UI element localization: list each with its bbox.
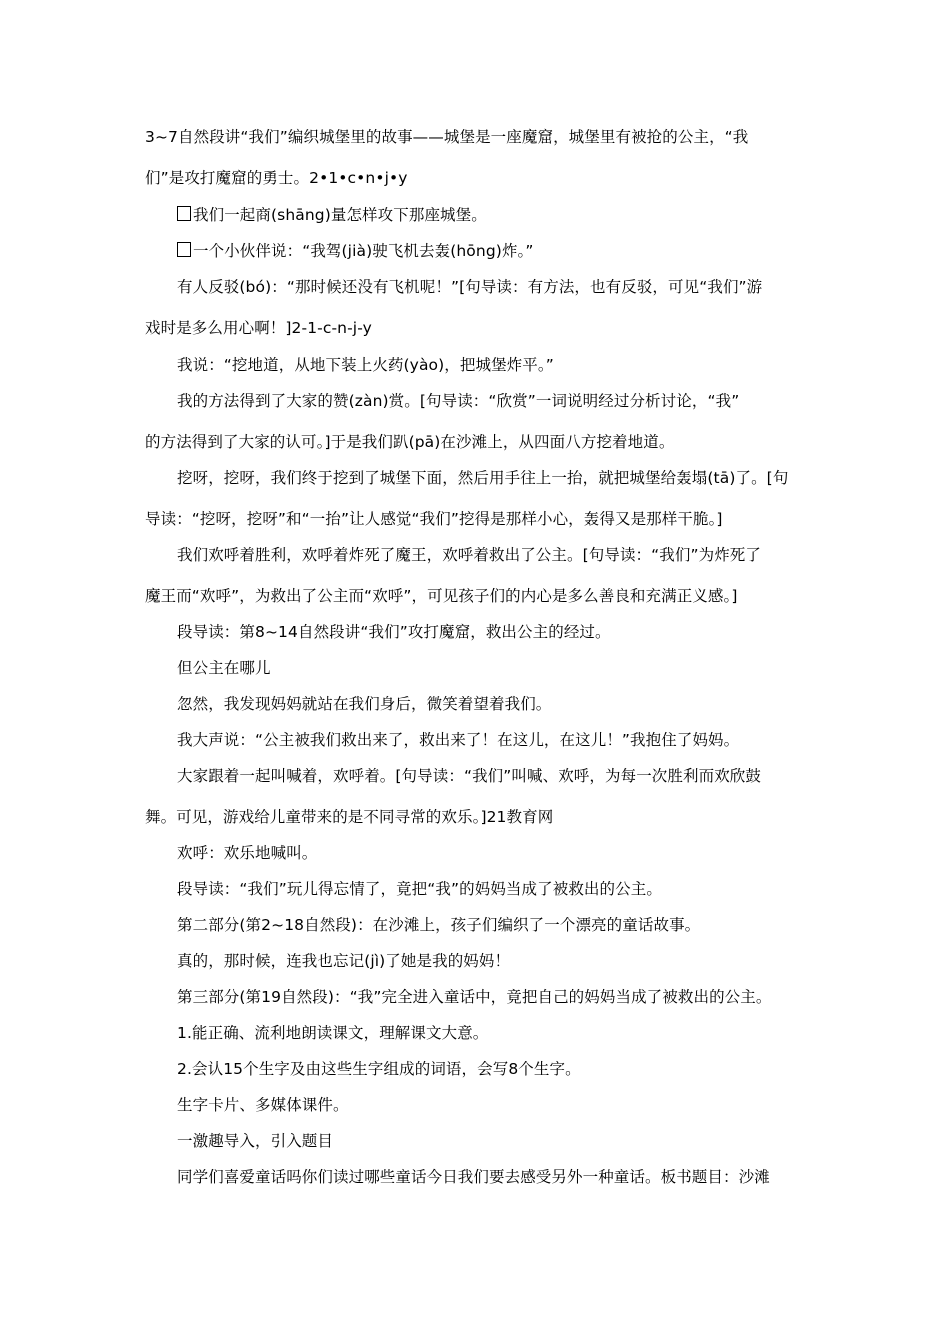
text-line: 的方法得到了大家的认可。]于是我们趴(pā)在沙滩上，从四面八方挖着地道。: [145, 433, 675, 451]
text-line: 我们一起商(shāng)量怎样攻下那座城堡。: [193, 206, 487, 224]
text-line: 欢呼：欢乐地喊叫。: [177, 844, 318, 862]
text-line: 第三部分(第19自然段)：“我”完全进入童话中，竟把自己的妈妈当成了被救出的公主。: [177, 988, 772, 1006]
text-line: 大家跟着一起叫喊着，欢呼着。[句导读：“我们”叫喊、欢呼，为每一次胜利而欢欣鼓: [177, 767, 762, 785]
text-line: 我说：“挖地道，从地下装上火药(yào)，把城堡炸平。”: [177, 356, 554, 374]
text-line: 2.会认15个生字及由这些生字组成的词语，会写8个生字。: [177, 1060, 581, 1078]
text-line: 们”是攻打魔窟的勇士。2•1•c•n•j•y: [145, 169, 408, 187]
text-line: 段导读：第8~14自然段讲“我们”攻打魔窟，救出公主的经过。: [177, 623, 611, 641]
text-line: 有人反驳(bó)：“那时候还没有飞机呢！”[句导读：有方法，也有反驳，可见“我们”游: [177, 278, 763, 296]
text-line: 忽然，我发现妈妈就站在我们身后，微笑着望着我们。: [177, 695, 552, 713]
text-line: 戏时是多么用心啊！]2-1-c-n-j-y: [145, 319, 372, 337]
text-line: 1.能正确、流利地朗读课文，理解课文大意。: [177, 1024, 489, 1042]
text-line: 我的方法得到了大家的赞(zàn)赏。[句导读：“欣赏”一词说明经过分析讨论，“我”: [177, 392, 740, 410]
text-line-with-checkbox: [177, 241, 857, 261]
text-line: 魔王而“欢呼”，为救出了公主而“欢呼”，可见孩子们的内心是多么善良和充满正义感。]: [145, 587, 738, 605]
text-line: 导读：“挖呀，挖呀”和“一抬”让人感觉“我们”挖得是那样小心，轰得又是那样干脆。]: [145, 510, 723, 528]
text-line-with-checkbox: [177, 205, 857, 225]
text-line: 3~7自然段讲“我们”编织城堡里的故事——城堡是一座魔窟，城堡里有被抢的公主，“我: [145, 128, 749, 146]
text-line: 我大声说：“公主被我们救出来了，救出来了！在这儿，在这儿！”我抱住了妈妈。: [177, 731, 740, 749]
checkbox-icon: [177, 242, 191, 257]
text-line: 生字卡片、多媒体课件。: [177, 1096, 349, 1114]
checkbox-icon: [177, 206, 191, 221]
text-line: 挖呀，挖呀，我们终于挖到了城堡下面，然后用手往上一抬，就把城堡给轰塌(tā)了。[句: [177, 469, 789, 487]
text-line: 但公主在哪儿: [177, 659, 271, 677]
text-line: 一激趣导入，引入题目: [177, 1132, 334, 1150]
text-line: 我们欢呼着胜利，欢呼着炸死了魔王，欢呼着救出了公主。[句导读：“我们”为炸死了: [177, 546, 762, 564]
text-line: 第二部分(第2~18自然段)：在沙滩上，孩子们编织了一个漂亮的童话故事。: [177, 916, 701, 934]
text-line: 段导读：“我们”玩儿得忘情了，竟把“我”的妈妈当成了被救出的公主。: [177, 880, 662, 898]
text-line: 同学们喜爱童话吗你们读过哪些童话今日我们要去感受另外一种童话。板书题目：沙滩: [177, 1168, 770, 1186]
text-line: 真的，那时候，连我也忘记(jì)了她是我的妈妈！: [177, 952, 511, 970]
text-line: 一个小伙伴说：“我驾(jià)驶飞机去轰(hōng)炸。”: [193, 242, 534, 260]
text-line: 舞。可见，游戏给儿童带来的是不同寻常的欢乐。]21教育网: [145, 808, 554, 826]
